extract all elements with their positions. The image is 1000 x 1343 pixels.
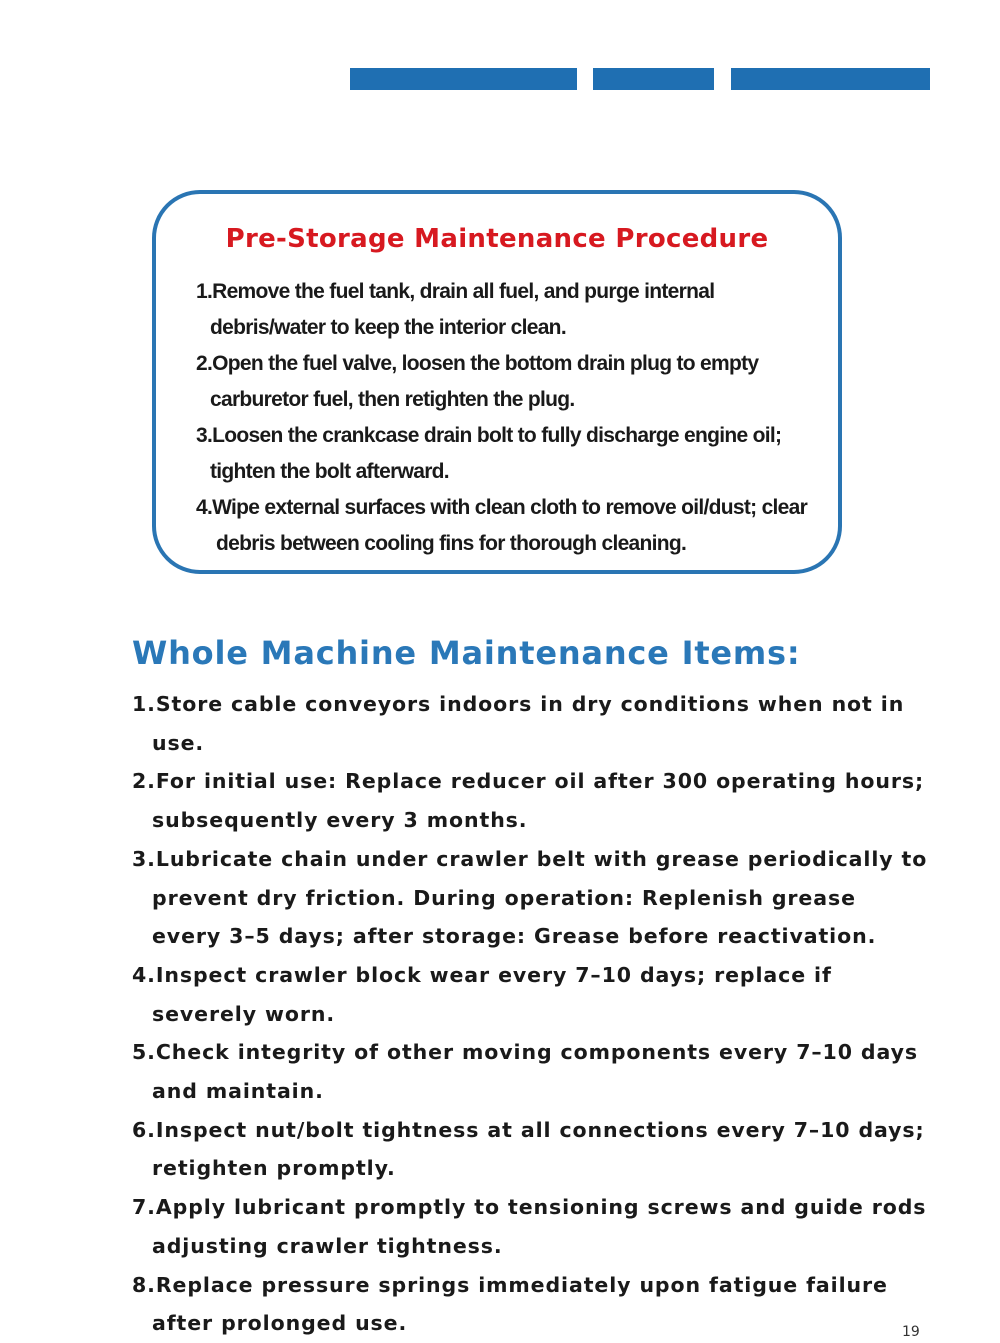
maintenance-item-7: 7.Apply lubricant promptly to tensioning screws and guide rods adjusting crawler tightness. — [132, 1195, 927, 1258]
maintenance-item-1: 1.Store cable conveyors indoors in dry conditions when not in use. — [132, 692, 905, 755]
procedure-step-3: 3.Loosen the crankcase drain bolt to fully discharge engine oil; tighten the bolt afterward. — [196, 424, 782, 483]
maintenance-heading: Whole Machine Maintenance Items: — [132, 634, 801, 672]
procedure-step-4: 4.Wipe external surfaces with clean cloth to remove oil/dust; clear debris between cooling fins for thorough cleaning. — [196, 496, 808, 555]
page-number: 19 — [902, 1324, 920, 1340]
procedure-step-2: 2.Open the fuel valve, loosen the bottom drain plug to empty carburetor fuel, then retighten the plug. — [196, 352, 759, 411]
procedure-title: Pre-Storage Maintenance Procedure — [225, 224, 769, 254]
maintenance-item-3: 3.Lubricate chain under crawler belt with grease periodically to prevent dry friction. During operation: Replenish grease every 3–5 days; after storage: Grease before reactivation. — [132, 846, 928, 949]
maintenance-item-5: 5.Check integrity of other moving components every 7–10 days and maintain. — [132, 1040, 918, 1104]
pre-storage-procedure-box — [152, 190, 842, 574]
maintenance-item-8: 8.Replace pressure springs immediately upon fatigue failure after prolonged use. — [132, 1272, 888, 1336]
header-bar-2 — [593, 68, 714, 90]
header-bar-3 — [731, 68, 930, 90]
procedure-step-1: 1.Remove the fuel tank, drain all fuel, and purge internal debris/water to keep the interior clean. — [196, 280, 715, 339]
maintenance-item-4: 4.Inspect crawler block wear every 7–10 days; replace if severely worn. — [132, 962, 832, 1026]
header-bar-1 — [350, 68, 577, 90]
procedure-steps-list — [196, 274, 818, 562]
maintenance-item-2: 2.For initial use: Replace reducer oil after 300 operating hours; subsequently every 3 months. — [132, 769, 925, 833]
maintenance-item-6: 6.Inspect nut/bolt tightness at all connections every 7–10 days; retighten promptly. — [132, 1117, 925, 1181]
maintenance-items-list — [132, 685, 932, 1343]
